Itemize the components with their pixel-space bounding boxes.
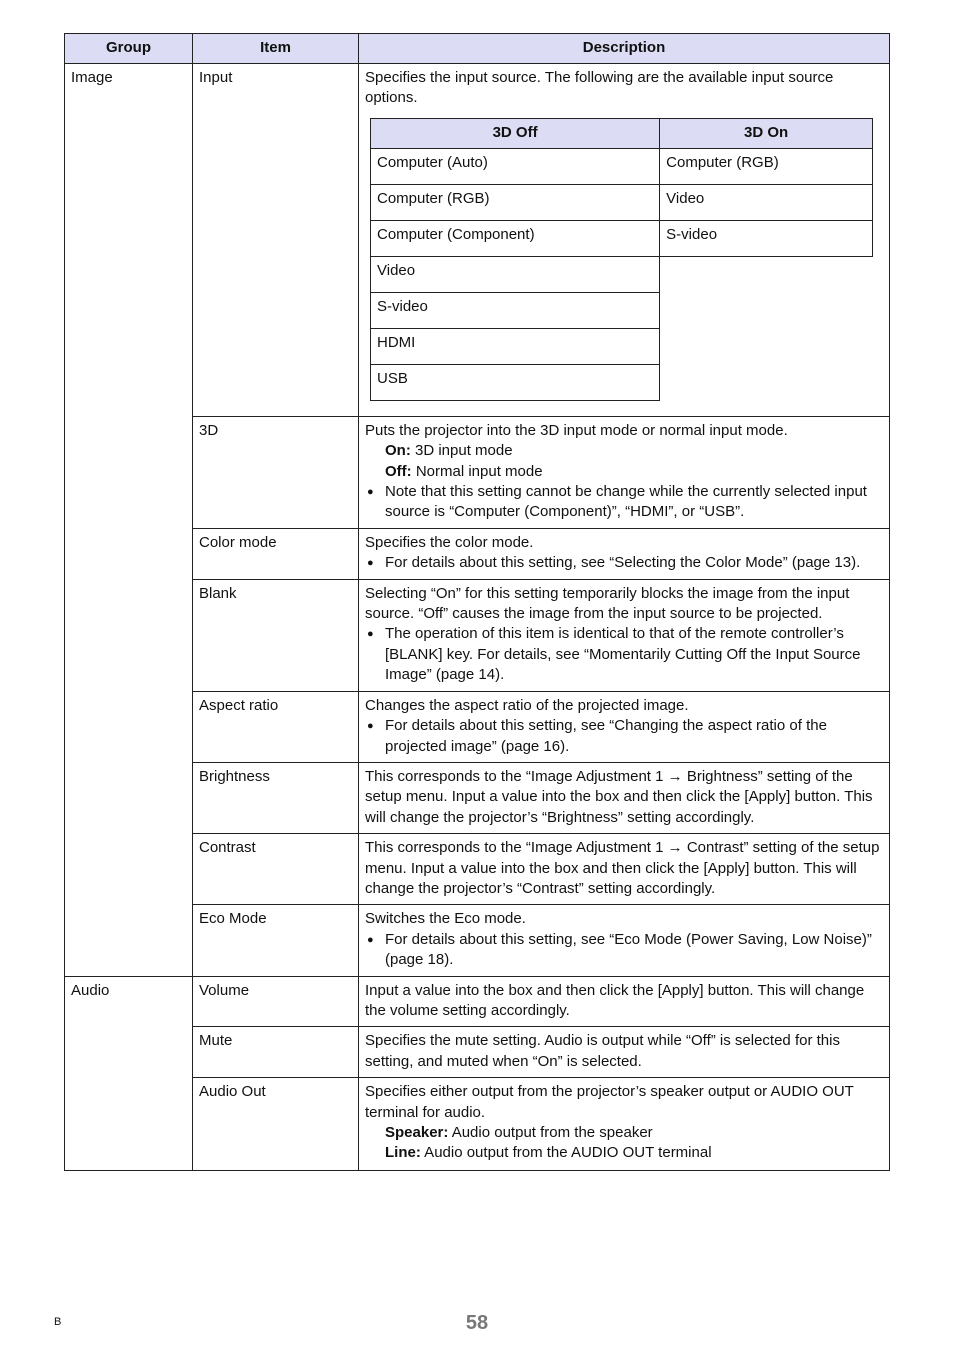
description-text: Input a value into the box and then click the [Apply] button. This will change the volume setting accordingly. bbox=[365, 981, 865, 1019]
table-row bbox=[65, 64, 890, 417]
bullet-note: ● For details about this setting, see “Eco Mode (Power Saving, Low Noise)” (page 18). bbox=[365, 930, 883, 971]
source-off-cell: HDMI bbox=[371, 328, 660, 364]
item-cell: 3D bbox=[193, 416, 359, 528]
source-off-cell: USB bbox=[371, 364, 660, 400]
description-cell bbox=[359, 528, 890, 579]
item-cell: Aspect ratio bbox=[193, 691, 359, 762]
description-text: Switches the Eco mode. bbox=[365, 910, 526, 928]
bullet-note: ● For details about this setting, see “Changing the aspect ratio of the projected image” (page 16). bbox=[365, 716, 883, 757]
description-cell bbox=[359, 834, 890, 905]
item-cell: Mute bbox=[193, 1027, 359, 1078]
source-off-cell: Computer (Component) bbox=[371, 220, 660, 256]
description-cell bbox=[359, 976, 890, 1027]
description-cell bbox=[359, 416, 890, 528]
description-cell bbox=[359, 762, 890, 833]
footer-code: B bbox=[54, 1316, 62, 1328]
description-cell bbox=[359, 1078, 890, 1171]
group-cell-image: Image bbox=[65, 64, 193, 977]
header-group: Group bbox=[65, 34, 193, 64]
source-on-cell: S-video bbox=[660, 220, 873, 256]
bullet-note: ● For details about this setting, see “Selecting the Color Mode” (page 13). bbox=[365, 553, 883, 573]
item-cell: Input bbox=[193, 64, 359, 417]
item-cell: Eco Mode bbox=[193, 905, 359, 976]
sub-header-3d-off: 3D Off bbox=[371, 118, 660, 148]
option-line: On: 3D input mode bbox=[385, 442, 513, 460]
sub-header-3d-on: 3D On bbox=[660, 118, 873, 148]
description-cell bbox=[359, 905, 890, 976]
settings-table bbox=[64, 33, 890, 1171]
option-line: Off: Normal input mode bbox=[385, 462, 543, 480]
source-off-cell: S-video bbox=[371, 292, 660, 328]
description-cell bbox=[359, 1027, 890, 1078]
description-text: Changes the aspect ratio of the projected image. bbox=[365, 696, 689, 714]
input-source-table bbox=[370, 118, 873, 401]
source-off-cell: Computer (Auto) bbox=[371, 148, 660, 184]
source-off-cell: Video bbox=[371, 256, 660, 292]
description-cell bbox=[359, 691, 890, 762]
item-cell: Volume bbox=[193, 976, 359, 1027]
option-line: Line: Audio output from the AUDIO OUT terminal bbox=[385, 1144, 712, 1162]
source-on-cell: Video bbox=[660, 184, 873, 220]
page-number: 58 bbox=[465, 1312, 489, 1334]
description-cell bbox=[359, 579, 890, 691]
description-text: Specifies either output from the projector’s speaker output or AUDIO OUT terminal for audio. bbox=[365, 1083, 854, 1121]
description-text: This corresponds to the “Image Adjustment 1 → Contrast” setting of the setup menu. Input a value into the box and then click the [Apply] button. This will change the projector’s “Contrast” setting accordingly. bbox=[365, 839, 880, 897]
item-cell: Brightness bbox=[193, 762, 359, 833]
description-text: Specifies the color mode. bbox=[365, 533, 534, 551]
item-cell: Contrast bbox=[193, 834, 359, 905]
description-cell bbox=[359, 64, 890, 417]
item-cell: Blank bbox=[193, 579, 359, 691]
description-text: Specifies the mute setting. Audio is output while “Off” is selected for this setting, and muted when “On” is selected. bbox=[365, 1032, 840, 1070]
option-line: Speaker: Audio output from the speaker bbox=[385, 1124, 653, 1141]
bullet-note: ● Note that this setting cannot be change while the currently selected input source is “Computer (Component)”, “HDMI”, or “USB”. bbox=[365, 482, 883, 523]
source-on-cell: Computer (RGB) bbox=[660, 148, 873, 184]
source-off-cell: Computer (RGB) bbox=[371, 184, 660, 220]
header-item: Item bbox=[193, 34, 359, 64]
bullet-note: ● The operation of this item is identical to that of the remote controller’s [BLANK] key. For details, see “Momentarily Cutting Off the Input Source Image” (page 14). bbox=[365, 624, 883, 685]
description-text: Selecting “On” for this setting temporarily blocks the image from the input source. “Off” causes the image from the input source to be projected. bbox=[365, 584, 850, 623]
description-text: Specifies the input source. The following are the available input source options. bbox=[365, 69, 834, 107]
item-cell: Audio Out bbox=[193, 1078, 359, 1171]
table-header-row bbox=[65, 34, 890, 64]
group-cell-audio: Audio bbox=[65, 976, 193, 1170]
item-cell: Color mode bbox=[193, 528, 359, 579]
header-description: Description bbox=[359, 34, 890, 64]
description-text: This corresponds to the “Image Adjustment 1 → Brightness” setting of the setup menu. Input a value into the box and then click the [Apply] button. This will change the projector’s “Brightness” setting accordingly. bbox=[365, 767, 873, 826]
table-row bbox=[65, 976, 890, 1027]
description-text: Puts the projector into the 3D input mode or normal input mode. bbox=[365, 421, 788, 439]
